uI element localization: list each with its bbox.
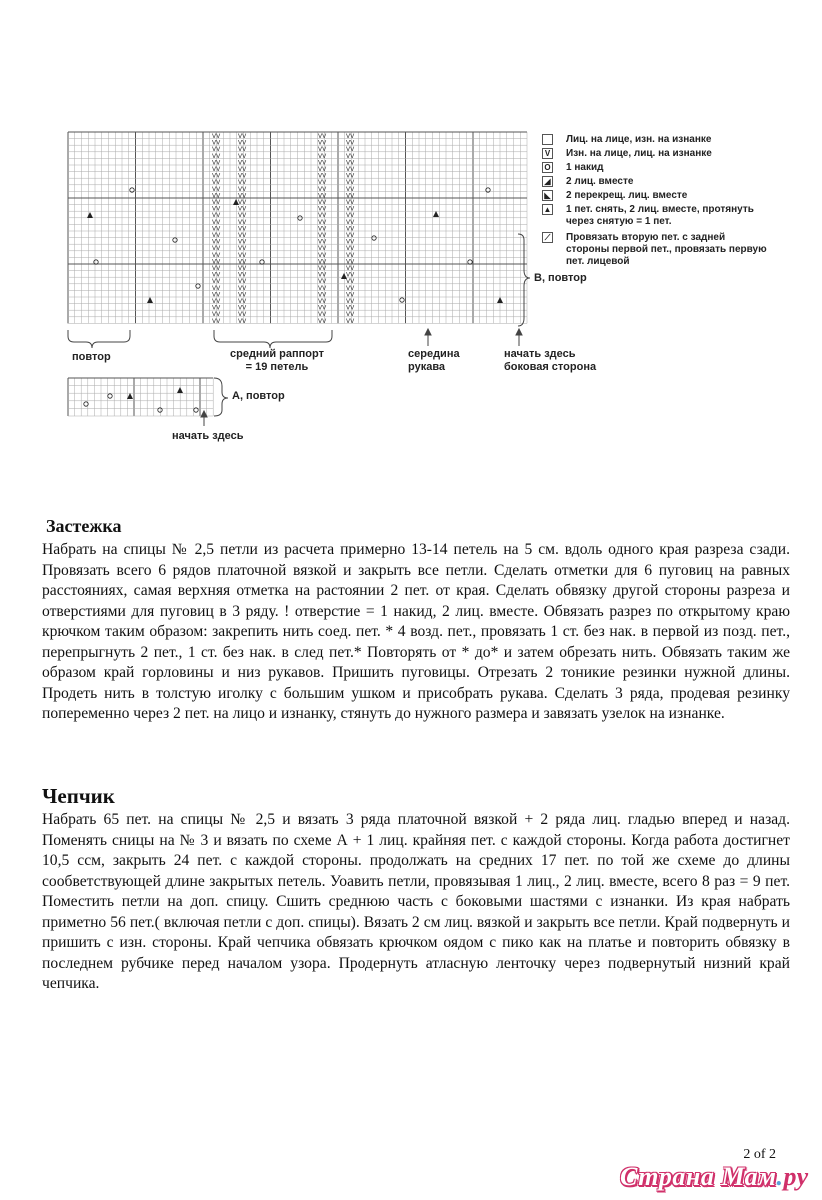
chart-purl-mark: VV: [212, 317, 221, 325]
chart-purl-mark: VV: [212, 245, 221, 253]
chart-purl-mark: VV: [212, 225, 221, 233]
chart-purl-mark: VV: [318, 218, 327, 226]
chart-purl-mark: VV: [238, 271, 247, 279]
yarn-over-icon: O: [542, 162, 553, 173]
chart-purl-mark: VV: [346, 166, 355, 173]
chart-purl-mark: VV: [346, 179, 355, 187]
sk2p-icon: ▲: [543, 205, 552, 214]
chart-purl-mark: VV: [212, 232, 221, 239]
chart-stitch-mark: [372, 236, 376, 240]
chart-stitch-mark: [433, 211, 439, 217]
chart-purl-mark: VV: [238, 152, 247, 160]
chart-purl-mark: VV: [212, 166, 221, 173]
chart-purl-mark: VV: [318, 238, 327, 246]
chart-stitch-mark: [84, 402, 88, 406]
cap-title: Чепчик: [42, 784, 115, 808]
chart-purl-mark: VV: [212, 172, 221, 180]
chart-purl-mark: VV: [318, 159, 327, 167]
chart-purl-mark: VV: [238, 298, 247, 305]
chart-purl-mark: VV: [238, 317, 247, 325]
chart-purl-mark: VV: [318, 311, 327, 319]
chart-purl-mark: VV: [318, 225, 327, 233]
start-here-side-label: начать здесь боковая сторона: [504, 348, 597, 373]
chart-purl-mark: VV: [346, 245, 355, 253]
chart-purl-mark: VV: [346, 192, 355, 200]
chart-purl-mark: VV: [318, 304, 327, 312]
chart-purl-mark: VV: [212, 205, 221, 213]
chart-purl-mark: VV: [318, 271, 327, 279]
chart-purl-mark: VV: [346, 139, 355, 147]
chart-purl-mark: VV: [238, 133, 247, 140]
chart-purl-mark: VV: [212, 304, 221, 312]
chart-purl-mark: VV: [346, 238, 355, 246]
chart-purl-mark: VV: [212, 258, 221, 266]
chart-purl-mark: VV: [238, 284, 247, 292]
chart-purl-mark: VV: [212, 152, 221, 160]
chart-purl-mark: VV: [346, 133, 355, 140]
chart-purl-mark: VV: [238, 192, 247, 200]
chart-purl-mark: VV: [238, 232, 247, 239]
chart-purl-mark: VV: [238, 172, 247, 180]
middle-rapport-label: средний раппорт = 19 петель: [230, 348, 324, 373]
chart-stitch-mark: [108, 394, 112, 398]
chart-purl-mark: VV: [238, 199, 247, 206]
chart-purl-mark: VV: [318, 232, 327, 239]
chart-purl-mark: VV: [346, 225, 355, 233]
purl-symbol-icon: V: [542, 148, 553, 159]
chart-purl-mark: VV: [346, 298, 355, 305]
chart-purl-mark: VV: [346, 311, 355, 319]
chart-purl-mark: VV: [346, 232, 355, 239]
chart-purl-mark: VV: [238, 251, 247, 259]
chart-stitch-mark: [173, 238, 177, 242]
k2tog-icon: ◢: [542, 176, 553, 187]
chart-purl-mark: VV: [346, 152, 355, 160]
chart-purl-mark: VV: [318, 166, 327, 173]
chart-stitch-mark: [147, 297, 153, 303]
chart-purl-mark: VV: [212, 265, 221, 272]
chart-purl-mark: VV: [238, 304, 247, 312]
chart-purl-mark: VV: [238, 146, 247, 154]
chart-purl-mark: VV: [238, 218, 247, 226]
chart-purl-mark: VV: [346, 185, 355, 193]
chart-purl-mark: VV: [346, 205, 355, 213]
chart-purl-mark: VV: [212, 291, 221, 299]
start-here-label: начать здесь: [172, 430, 244, 442]
chart-purl-mark: VV: [238, 238, 247, 246]
chart-purl-mark: VV: [346, 258, 355, 266]
chart-stitch-mark: [177, 387, 183, 393]
chart-b-grid: [68, 132, 527, 323]
chart-purl-mark: VV: [318, 205, 327, 213]
chart-purl-mark: VV: [346, 218, 355, 226]
a-repeat-label: А, повтор: [232, 390, 285, 402]
chart-purl-mark: VV: [238, 265, 247, 272]
clasp-text: Набрать на спицы № 2,5 петли из расчета примерно 13-14 петель на 5 см. вдоль одного края разреза сзади. Провязать всего 6 рядов платочной вязкой и закрыть все петли. Сделать отметки для 6 пуговиц на равных расстояниях, самая верхняя отметка на растоянии 2 пет. от края. Сделать обвязку другой стороны разреза и отверстиями для пуговиц в 3 ряду. ! отверстие = 1 накид, 2 лиц. вместе. Обвязать разрез по открытому краю крючком таким образом: закрепить нить соед. пет. * 4 возд. пет., провязать 1 ст. без нак. в первой из позд. пет., перепрыгнуть 2 пет., 1 ст. без нак. в след пет.* Повторять от * до* и затем обрезать нить. Обвязать таким же образом край горловины и низ рукавов. Пришить пуговицы. Отрезать 2 тоникие резинки нужной длины. Продеть нить в толстую иголку с большим ушком и присобрать рукава. Сделать 3 ряда, продевая резинку попеременно через 2 пет. на лицо и изнанку, стянуть до нужного размера и завязать узелок на изнанке.: [42, 541, 790, 722]
chart-stitch-mark: [497, 297, 503, 303]
chart-purl-mark: VV: [238, 159, 247, 167]
b-repeat-bracket: [518, 234, 530, 326]
crossed-k2tog-icon: ◣: [542, 190, 553, 201]
chart-purl-mark: VV: [238, 185, 247, 193]
chart-purl-mark: VV: [346, 265, 355, 272]
chart-purl-mark: VV: [238, 258, 247, 266]
chart-purl-mark: VV: [318, 284, 327, 292]
chart-purl-mark: VV: [346, 212, 355, 220]
chart-purl-mark: VV: [318, 291, 327, 299]
chart-purl-mark: VV: [318, 146, 327, 154]
chart-purl-mark: VV: [346, 317, 355, 325]
chart-purl-mark: VV: [346, 291, 355, 299]
twist-stitch-icon: ⟋: [542, 232, 553, 243]
chart-purl-mark: VV: [318, 212, 327, 220]
chart-purl-mark: VV: [238, 166, 247, 173]
cap-text: Набрать 65 пет. на спицы № 2,5 и вязать 3 ряда платочной вязкой + 2 ряда лиц. гладью вперед и назад. Поменять сницы на № 3 и вязать по схеме А + 1 лиц. крайняя пет. с каждой стороны. Когда работа достигнет 10,5 ссм, закрыть 24 пет. с каждой стороны. продолжать на средних 17 пет. по той же схеме до длины сообветствующей длине закрытых петель. Уоавить петли, провязывая 1 лиц., 2 лиц. вместе, всего 8 раз = 9 пет. Поместить петли на доп. спицу. Сшить среднюю часть с боковыми шастями с изнанки. Из края набрать приметно 56 пет.( включая петли с доп. спицы). Вязать 2 см лиц. вязкой и закрыть все петли. Край подвернуть и пришить с изн. стороны. Край чепчика обвязать крючком оядом с пико как на платье и повторить обвязку в последнем рубчике перед началом узора. Продернуть атласную ленточку через подвернутый низний край чепчика.: [42, 811, 790, 992]
chart-purl-mark: VV: [238, 291, 247, 299]
chart-purl-mark: VV: [318, 251, 327, 259]
chart-purl-mark: VV: [318, 185, 327, 193]
chart-purl-mark: VV: [212, 284, 221, 292]
chart-purl-mark: VV: [212, 271, 221, 279]
chart-purl-mark: VV: [318, 245, 327, 253]
chart-purl-mark: VV: [212, 251, 221, 259]
chart-purl-mark: VV: [212, 311, 221, 319]
chart-purl-mark: VV: [318, 139, 327, 147]
b-repeat-label: В, повтор: [534, 272, 587, 284]
chart-purl-mark: VV: [346, 251, 355, 259]
chart-purl-mark: VV: [212, 133, 221, 140]
chart-purl-mark: VV: [346, 172, 355, 180]
chart-purl-mark: VV: [318, 152, 327, 160]
chart-purl-mark: VV: [212, 146, 221, 154]
chart-purl-mark: VV: [212, 218, 221, 226]
chart-purl-mark: VV: [318, 265, 327, 272]
chart-purl-mark: VV: [212, 278, 221, 286]
chart-purl-mark: VV: [318, 172, 327, 180]
chart-purl-mark: VV: [238, 205, 247, 213]
chart-purl-mark: VV: [212, 199, 221, 206]
chart-purl-mark: VV: [318, 192, 327, 200]
chart-purl-mark: VV: [212, 179, 221, 187]
repeat-label: повтор: [72, 351, 111, 363]
chart-purl-mark: VV: [212, 298, 221, 305]
middle-rapport-bracket: [214, 330, 332, 348]
clasp-title: Застежка: [46, 516, 122, 536]
knit-symbol-icon: [542, 134, 553, 145]
chart-purl-mark: VV: [346, 304, 355, 312]
chart-purl-mark: VV: [318, 317, 327, 325]
chart-purl-mark: VV: [238, 212, 247, 220]
chart-purl-mark: VV: [318, 199, 327, 206]
chart-purl-mark: VV: [238, 245, 247, 253]
chart-purl-mark: VV: [238, 139, 247, 147]
chart-purl-mark: VV: [238, 311, 247, 319]
sleeve-middle-label: середина рукава: [408, 348, 460, 373]
page-number: 2 of 2: [743, 1147, 776, 1162]
chart-purl-mark: VV: [212, 212, 221, 220]
chart-purl-mark: VV: [238, 278, 247, 286]
chart-purl-mark: VV: [238, 179, 247, 187]
chart-purl-mark: VV: [346, 271, 355, 279]
chart-purl-mark: VV: [346, 199, 355, 206]
chart-purl-mark: VV: [318, 258, 327, 266]
chart-purl-mark: VV: [212, 192, 221, 200]
chart-stitch-mark: [87, 212, 93, 218]
chart-a-grid: [68, 378, 213, 416]
chart-purl-mark: VV: [212, 185, 221, 193]
chart-purl-mark: VV: [238, 225, 247, 233]
chart-stitch-mark: [127, 393, 133, 399]
chart-purl-mark: VV: [212, 139, 221, 147]
chart-purl-mark: VV: [212, 159, 221, 167]
chart-stitch-mark: [400, 298, 404, 302]
chart-purl-mark: VV: [346, 284, 355, 292]
repeat-bracket: [68, 330, 130, 348]
chart-purl-mark: VV: [346, 146, 355, 154]
chart-purl-mark: VV: [318, 278, 327, 286]
a-repeat-bracket: [214, 378, 228, 416]
chart-purl-mark: VV: [346, 278, 355, 286]
chart-purl-mark: VV: [212, 238, 221, 246]
watermark-logo: Страна Мам.ру: [620, 1162, 809, 1191]
chart-purl-mark: VV: [318, 133, 327, 140]
chart-purl-mark: VV: [318, 179, 327, 187]
chart-purl-mark: VV: [318, 298, 327, 305]
chart-purl-mark: VV: [346, 159, 355, 167]
